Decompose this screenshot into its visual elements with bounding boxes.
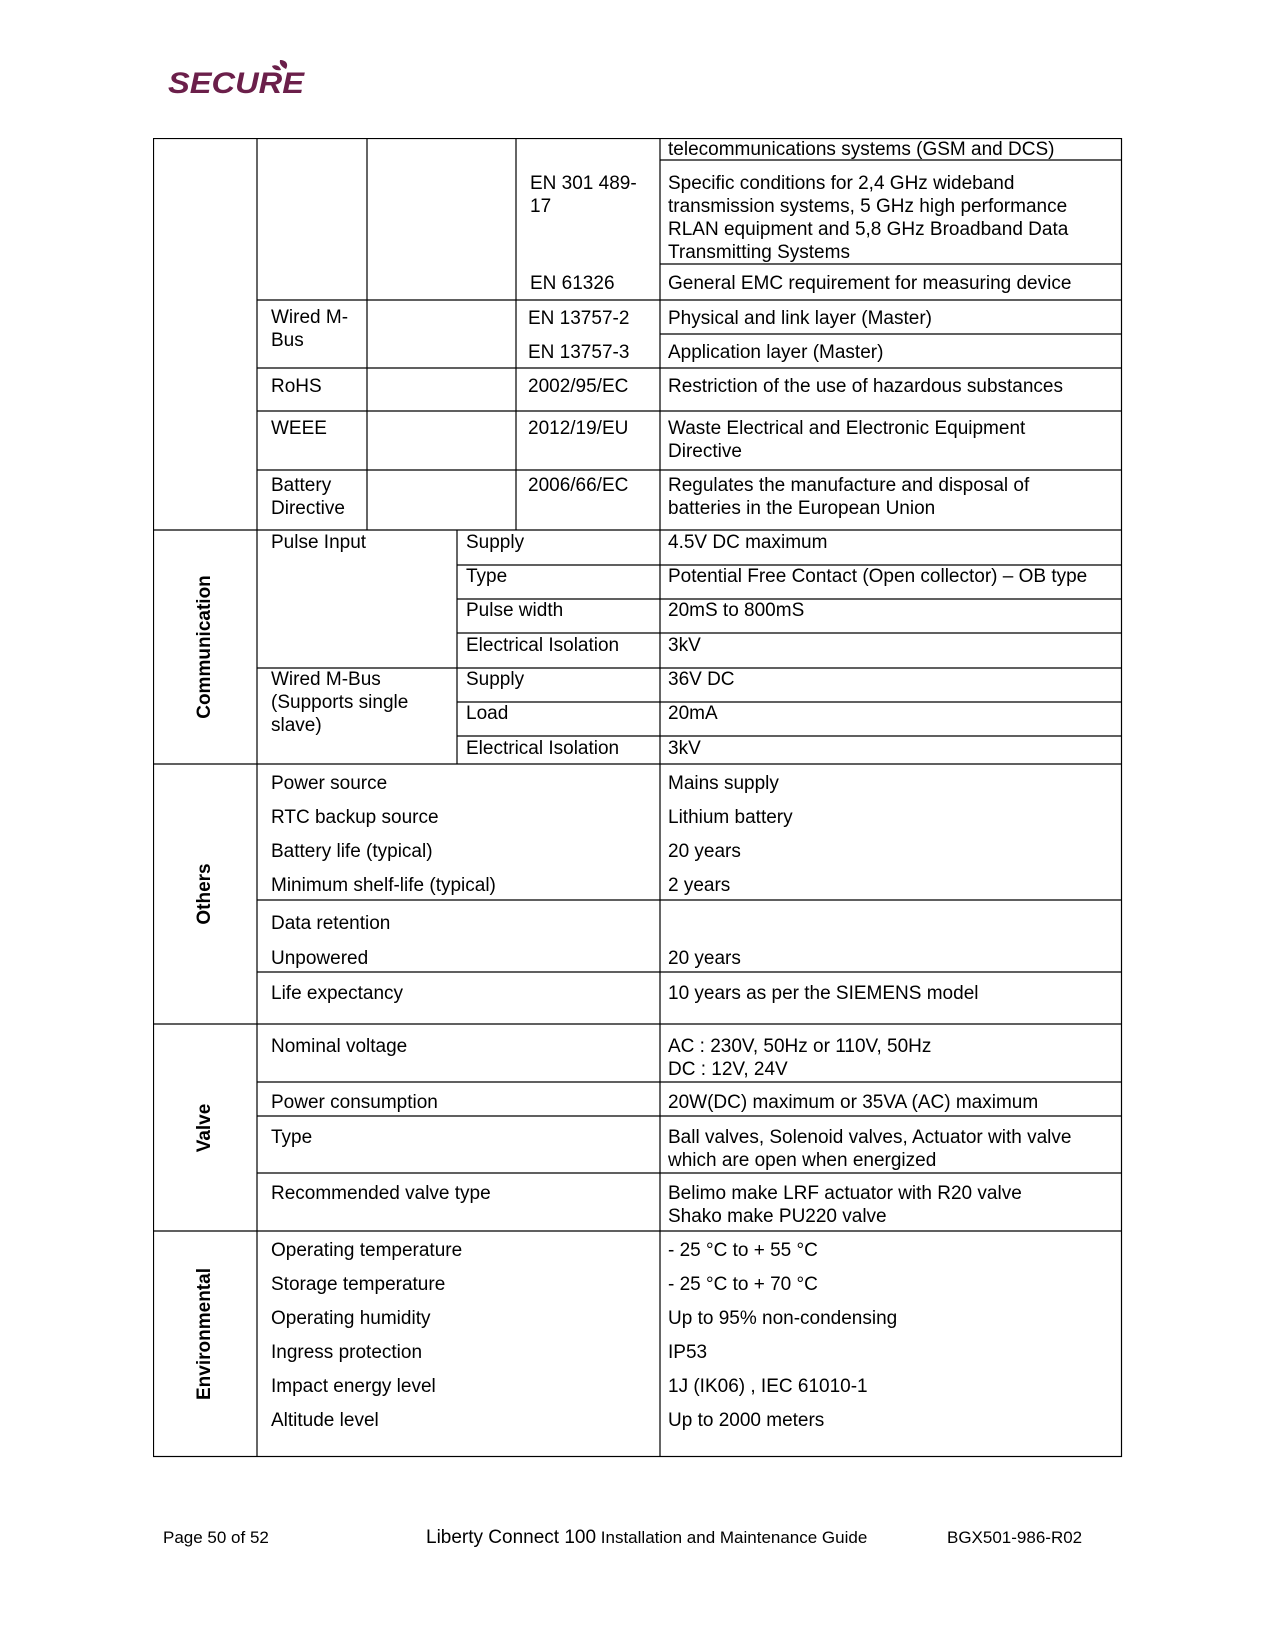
env-impact-param: Impact energy level [271, 1376, 436, 1397]
document-title-rest: Installation and Maintenance Guide [596, 1528, 868, 1547]
mbus-load-param: Load [466, 703, 509, 724]
comm-mbus-label: Wired M-Bus (Supports single slave) [271, 669, 409, 736]
section-communication: Communication [194, 575, 215, 719]
pulse-width-value: 20mS to 800mS [668, 600, 805, 621]
shelf-life-value: 2 years [668, 875, 731, 896]
env-altitude-param: Altitude level [271, 1410, 379, 1431]
data-retention-label: Data retention [271, 913, 391, 934]
top-row3-spec: General EMC requirement for measuring device [668, 273, 1072, 294]
power-consumption-param: Power consumption [271, 1092, 438, 1113]
rtc-backup-value: Lithium battery [668, 807, 793, 828]
valve-type-value: Ball valves, Solenoid valves, Actuator with valve which are open when energized [668, 1127, 1072, 1171]
section-valve: Valve [194, 1103, 215, 1153]
env-operating-temp-param: Operating temperature [271, 1240, 463, 1261]
mbus-isolation-param: Electrical Isolation [466, 738, 620, 759]
battery-life-value: 20 years [668, 841, 741, 862]
rohs-label: RoHS [271, 376, 322, 397]
mbus-standard-2: EN 13757-3 [528, 342, 630, 363]
svg-text:SECURE: SECURE [168, 67, 306, 98]
recommended-valve-value: Belimo make LRF actuator with R20 valve Shako make PU220 valve [668, 1183, 1022, 1227]
env-humidity-value: Up to 95% non-condensing [668, 1308, 898, 1329]
env-ingress-value: IP53 [668, 1342, 708, 1363]
section-environmental: Environmental [194, 1268, 215, 1400]
document-id: BGX501-986-R02 [947, 1528, 1083, 1547]
env-storage-temp-param: Storage temperature [271, 1274, 446, 1295]
env-ingress-param: Ingress protection [271, 1342, 423, 1363]
shelf-life-param: Minimum shelf-life (typical) [271, 875, 496, 896]
valve-type-param: Type [271, 1127, 313, 1148]
section-others: Others [194, 863, 215, 925]
mbus-label: Wired M- Bus [271, 307, 349, 351]
pulse-type-param: Type [466, 566, 508, 587]
power-source-param: Power source [271, 773, 388, 794]
power-source-value: Mains supply [668, 773, 779, 794]
top-row2-standard: EN 301 489- 17 [530, 173, 637, 217]
pulse-supply-value: 4.5V DC maximum [668, 532, 828, 553]
mbus-isolation-value: 3kV [668, 738, 701, 759]
top-row3-standard: EN 61326 [530, 273, 615, 294]
battery-directive-spec: Regulates the manufacture and disposal of batteries in the European Union [668, 475, 1030, 519]
unpowered-value: 20 years [668, 948, 741, 969]
pulse-type-value: Potential Free Contact (Open collector) – OB type [668, 566, 1088, 587]
pulse-isolation-param: Electrical Isolation [466, 635, 620, 656]
rohs-spec: Restriction of the use of hazardous substances [668, 376, 1064, 397]
pulse-width-param: Pulse width [466, 600, 564, 621]
top-row1-spec: telecommunications systems (GSM and DCS) [668, 139, 1055, 160]
battery-directive-label: Battery Directive [271, 475, 345, 519]
battery-life-param: Battery life (typical) [271, 841, 433, 862]
document-title-main: Liberty Connect 100 [426, 1527, 597, 1548]
mbus-spec-2: Application layer (Master) [668, 342, 884, 363]
nominal-voltage-value: AC : 230V, 50Hz or 110V, 50Hz DC : 12V, 24V [668, 1036, 932, 1080]
battery-directive-standard: 2006/66/EC [528, 475, 629, 496]
mbus-supply-value: 36V DC [668, 669, 735, 690]
page-number: Page 50 of 52 [163, 1528, 269, 1547]
power-consumption-value: 20W(DC) maximum or 35VA (AC) maximum [668, 1092, 1039, 1113]
weee-label: WEEE [271, 418, 327, 439]
top-row2-spec: Specific conditions for 2,4 GHz wideband transmission systems, 5 GHz high performance RLAN equipment and 5,8 GHz Broadband Data Transmitting Systems [668, 173, 1069, 263]
weee-standard: 2012/19/EU [528, 418, 629, 439]
env-storage-temp-value: - 25 °C to + 70 °C [668, 1274, 818, 1295]
mbus-standard-1: EN 13757-2 [528, 308, 630, 329]
env-altitude-value: Up to 2000 meters [668, 1410, 825, 1431]
life-expectancy-value: 10 years as per the SIEMENS model [668, 983, 979, 1004]
secure-logo [168, 58, 318, 98]
rohs-standard: 2002/95/EC [528, 376, 629, 397]
mbus-spec-1: Physical and link layer (Master) [668, 308, 932, 329]
pulse-input-label: Pulse Input [271, 532, 367, 553]
unpowered-param: Unpowered [271, 948, 369, 969]
weee-spec: Waste Electrical and Electronic Equipment Directive [668, 418, 1026, 462]
recommended-valve-param: Recommended valve type [271, 1183, 491, 1204]
env-impact-value: 1J (IK06) , IEC 61010-1 [668, 1376, 868, 1397]
nominal-voltage-param: Nominal voltage [271, 1036, 408, 1057]
life-expectancy-param: Life expectancy [271, 983, 404, 1004]
document-title [426, 1527, 867, 1549]
env-humidity-param: Operating humidity [271, 1308, 431, 1329]
mbus-supply-param: Supply [466, 669, 525, 690]
env-operating-temp-value: - 25 °C to + 55 °C [668, 1240, 818, 1261]
rtc-backup-param: RTC backup source [271, 807, 439, 828]
mbus-load-value: 20mA [668, 703, 718, 724]
pulse-isolation-value: 3kV [668, 635, 701, 656]
pulse-supply-param: Supply [466, 532, 525, 553]
